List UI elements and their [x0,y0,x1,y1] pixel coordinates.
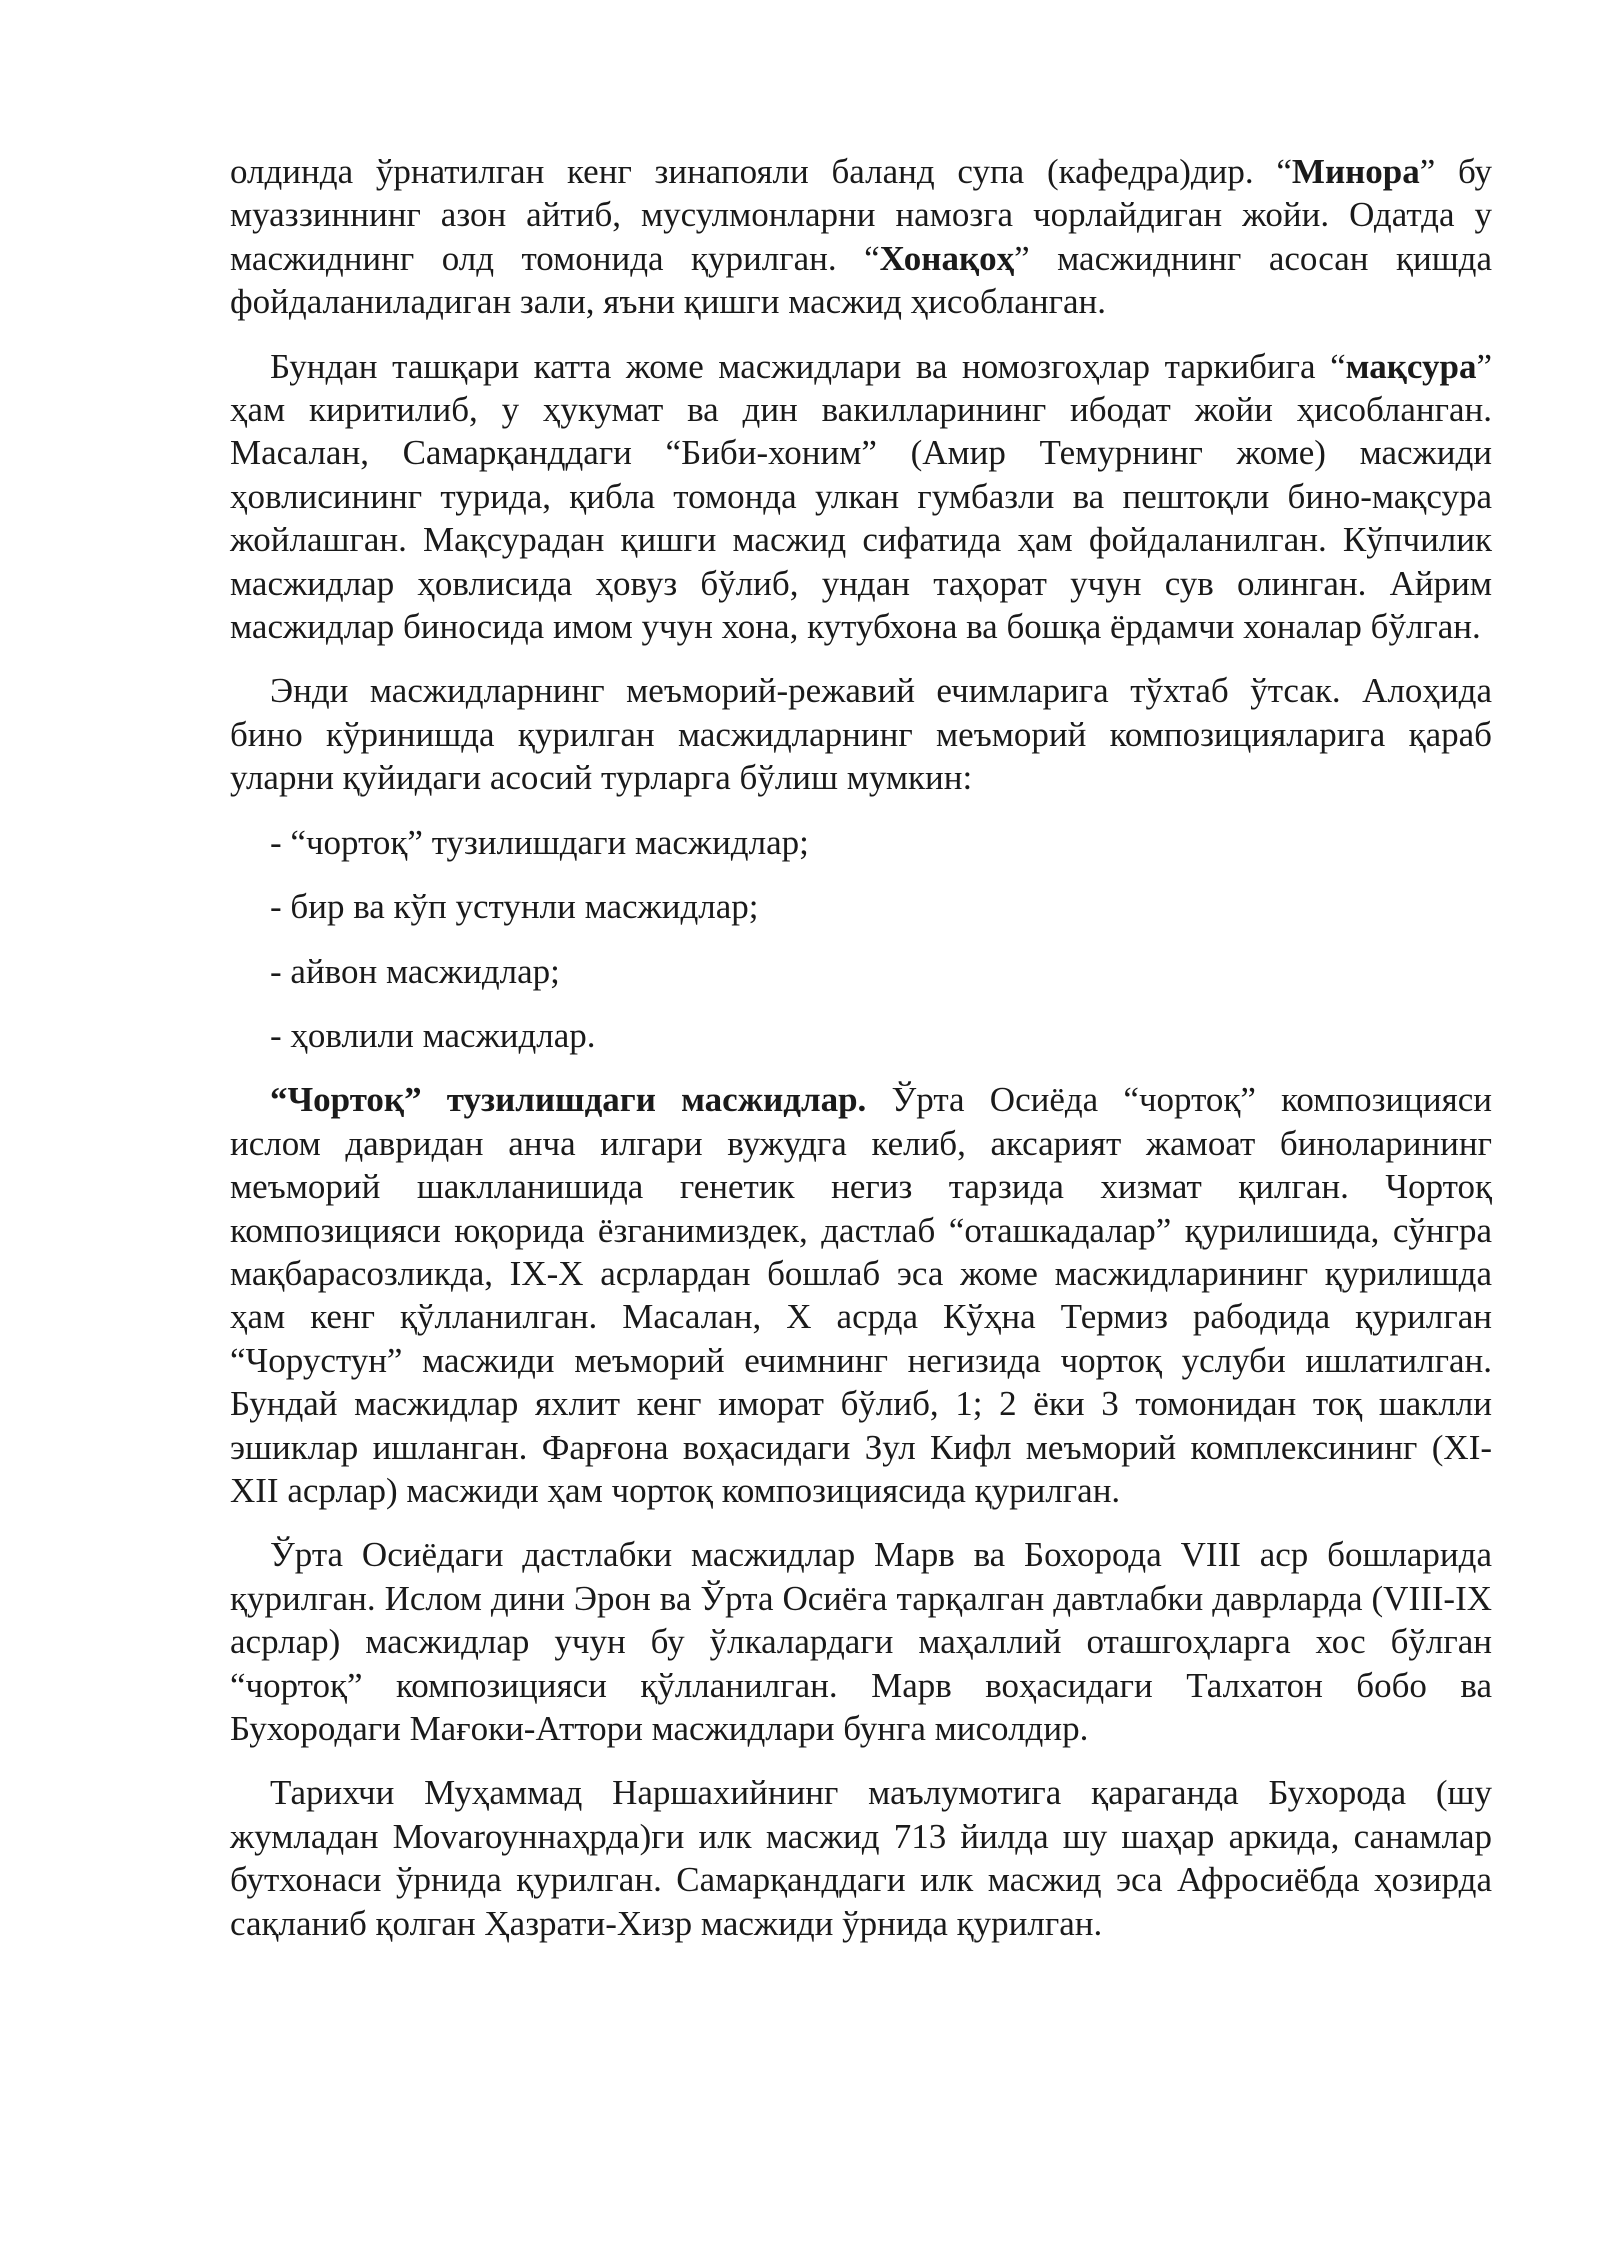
list-item: - ҳовлили масжидлар. [270,1015,596,1055]
paragraph-maqsura [230,345,1492,649]
list-item: - “чортоқ” тузилишдаги масжидлар; [270,822,809,862]
list-item: - айвон масжидлар; [270,951,560,991]
text-span: Бундан ташқари катта жоме масжидлари ва номозгоҳлар таркибига “ [270,346,1346,386]
mosque-types-list [230,821,1492,1058]
section-heading-chortoq: “Чортоқ” тузилишдаги масжидлар. [270,1080,867,1120]
text-span: олдинда ўрнатилган кенг зинапояли баланд супа (кафедра)дир. “ [230,152,1292,191]
text-span: ” ҳам киритилиб, у ҳукумат ва дин вакилларининг ибодат жойи ҳисобланган. Масалан, Самарқанддаги “Биби-хоним” (Амир Темурнинг жоме) масжиди ҳовлисининг турида, қибла томонда улкан гумбазли ва пештоқли бино-мақсура жойлашган. Мақсурадан қишги масжид сифатида ҳам фойдаланилган. Кўпчилик масжидлар ҳовлисида ҳовуз бўлиб, ундан таҳорат учун сув олинган. Айрим масжидлар биносида имом учун хона, кутубхона ва бошқа ёрдамчи хоналар бўлган. [230,346,1492,647]
text-span: ” масжиднинг асосан қишда фойдаланиладиган зали, яъни қишги масжид ҳисобланган. [230,238,1492,322]
paragraph-types-intro: Энди масжидларнинг меъморий-режавий ечимларига тўхтаб ўтсак. Алоҳида бино кўринишда қурилган масжидларнинг меъморий композицияларига қараб уларни қуйидаги асосий турларга бўлиш мумкин: [230,671,1492,798]
term-khonaqoh: Хонақоҳ [879,238,1015,278]
paragraph-early-mosques: Ўрта Осиёдаги дастлабки масжидлар Марв ва Бохорода VIII аср бошларида қурилган. Ислом дини Эрон ва Ўрта Осиёга тарқалган давтлабки даврларда (VIII-IX асрлар) масжидлар учун бу ўлкалардаги маҳаллий оташгоҳларга хос бўлган “чортоқ” композицияси қўлланилган. Марв воҳасидаги Талхатон бобо ва Бухородаги Мағоки-Аттори масжидлари бунга мисолдир. [230,1535,1492,1748]
paragraph-minora [230,150,1492,324]
term-maqsura: мақсура [1345,346,1477,386]
text-span: Ўрта Осиёда “чортоқ” композицияси ислом давридан анча илгари вужудга келиб, аксарият жамоат биноларининг меъморий шаклланишида генетик негиз тарзида хизмат қилган. Чортоқ композицияси юқорида ёзганимиздек, дастлаб “оташкадалар” қурилишида, сўнгра мақбарасозликда, IX-X асрлардан бошлаб эса жоме масжидларининг қурилишда ҳам кенг қўлланилган. Масалан, X асрда Кўҳна Термиз рабодида қурилган “Чорустун” масжиди меъморий ечимнинг негизида чортоқ услуби ишлатилган. Бундай масжидлар яхлит кенг иморат бўлиб, 1; 2 ёки 3 томонидан тоқ шаклли эшиклар ишланган. Фарғона воҳасидаги Зул Кифл меъморий комплексининг (XI-XII асрлар) масжиди ҳам чортоқ композициясида қурилган. [230,1080,1492,1510]
document-page [230,150,1492,1966]
paragraph-chortoq [230,1078,1492,1512]
term-minora: Минора [1291,152,1420,191]
paragraph-narshakhi: Тарихчи Муҳаммад Наршахийнинг маълумотига қараганда Бухорода (шу жумладан Моvarоуннаҳрда)ги илк масжид 713 йилда шу шаҳар аркида, санамлар бутхонаси ўрнида қурилган. Самарқанддаги илк масжид эса Афросиёбда ҳозирда сақланиб қолган Ҳазрати-Хизр масжиди ўрнида қурилган. [230,1773,1492,1943]
text-span: ” бу муаззиннинг азон айтиб, мусулмонларни намозга чорлайдиган жойи. Одатда у масжиднинг олд томонида қурилган. “ [230,152,1493,278]
list-item: - бир ва кўп устунли масжидлар; [270,887,759,927]
